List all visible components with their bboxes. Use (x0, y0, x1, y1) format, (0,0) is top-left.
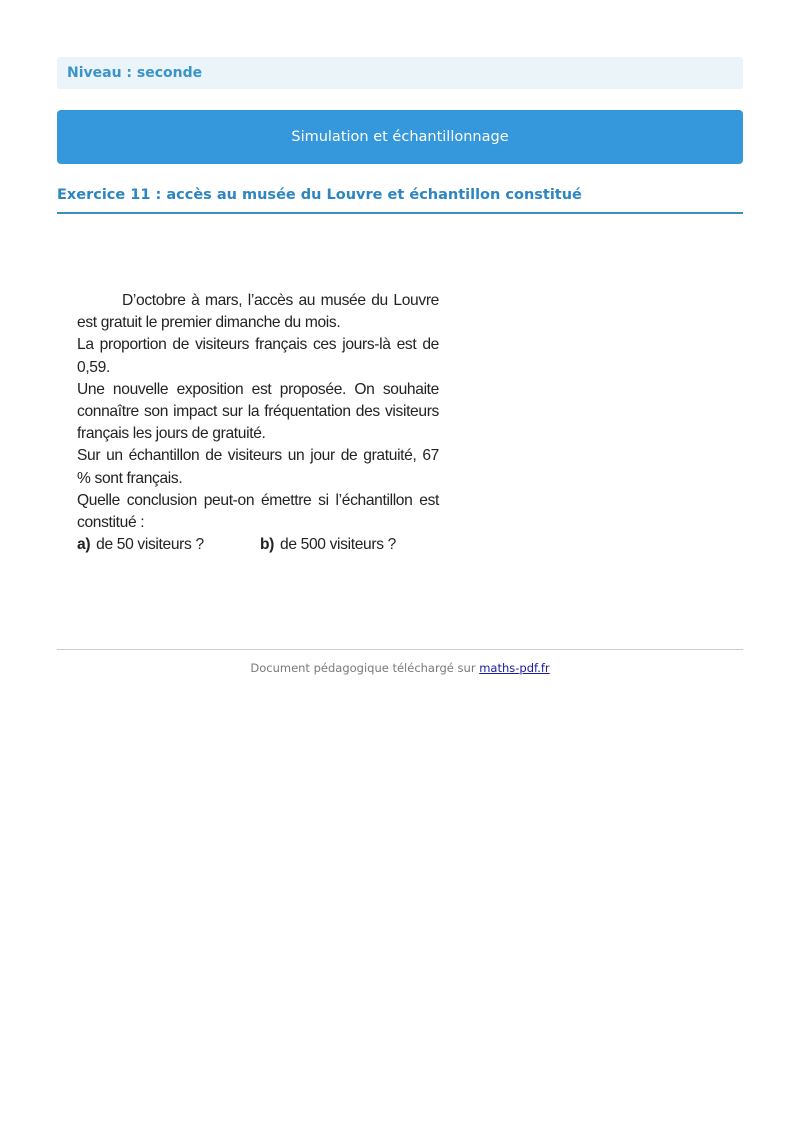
questions-row (77, 534, 439, 556)
level-badge (57, 57, 743, 89)
exercise-title: Exercice 11 : accès au musée du Louvre et échantillon constitué (57, 185, 743, 214)
question-label: b) (260, 536, 275, 554)
question-text: de 500 visiteurs ? (280, 536, 396, 554)
statement-paragraph: Sur un échantillon de visiteurs un jour de gratuité, 67 % sont français. (77, 447, 439, 487)
footer (57, 661, 743, 675)
exercise-statement (77, 290, 439, 556)
question-a (77, 534, 260, 556)
statement-paragraph: Quelle conclusion peut-on émettre si l’échantillon est constitué : (77, 491, 439, 532)
footer-link[interactable]: maths-pdf.fr (479, 661, 550, 675)
footer-divider (57, 649, 743, 650)
chapter-title: Simulation et échantillonnage (291, 129, 509, 145)
footer-prefix: Document pédagogique téléchargé sur (250, 661, 476, 675)
chapter-banner (57, 110, 743, 164)
question-label: a) (77, 536, 91, 554)
statement-paragraph: D’octobre à mars, l’accès au musée du Louvre est gratuit le premier dimanche du mois. (77, 292, 439, 332)
question-text: de 50 visiteurs ? (96, 536, 204, 554)
question-b (260, 534, 396, 556)
statement-paragraph: La proportion de visiteurs français ces jours-là est de 0,59. (77, 336, 439, 376)
statement-paragraph: Une nouvelle exposition est proposée. On souhaite connaître son impact sur la fréquentation des visiteurs français les jours de gratuité. (77, 380, 439, 443)
level-text: Niveau : seconde (67, 65, 203, 81)
